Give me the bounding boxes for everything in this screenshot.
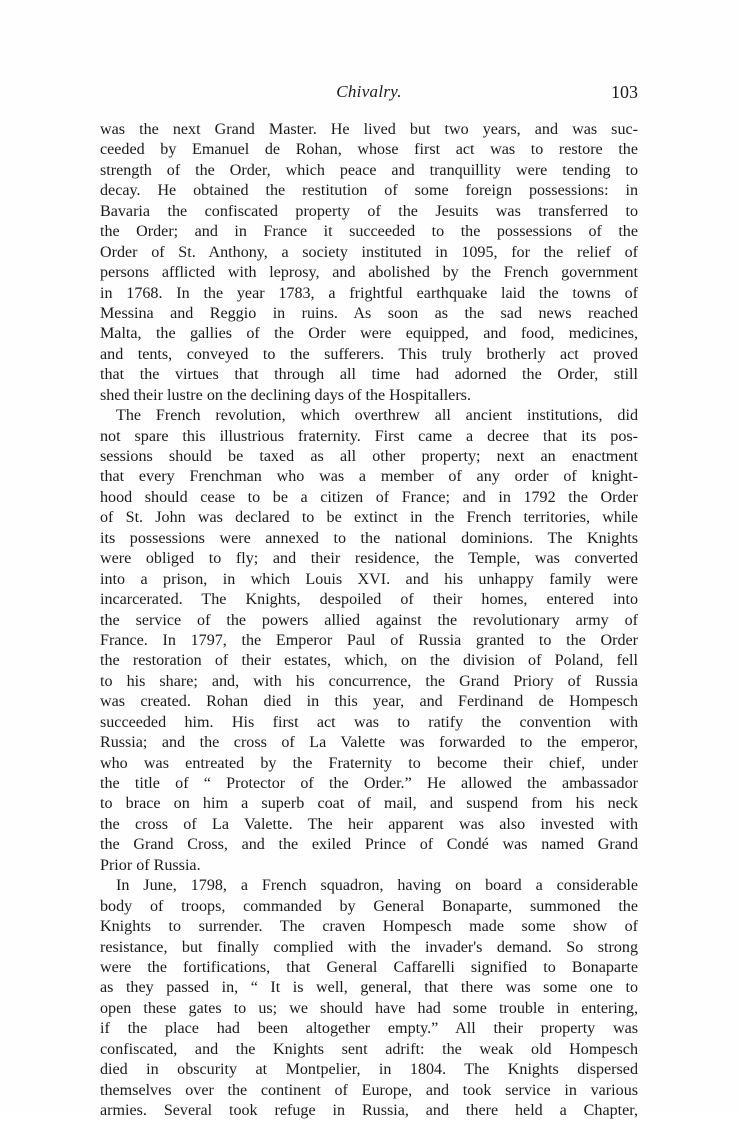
text-line: The French revolution, which overthrew all ancient institutions, did (116, 407, 638, 425)
text-line: armies. Several took refuge in Russia, and there held a Chapter, (100, 1102, 638, 1119)
text-line: to his share; and, with his concurrence, the Grand Priory of Russia (100, 672, 638, 690)
text-line: sessions should be taxed as all other property; next an enactment (100, 448, 638, 465)
text-line: the service of the powers allied against the revolutionary army of (100, 611, 638, 629)
running-head (100, 82, 638, 108)
text-line: France. In 1797, the Emperor Paul of Russia granted to the Order (100, 631, 638, 649)
text-line: if the place had been altogether empty.” All their property was (100, 1020, 638, 1038)
text-line: the cross of La Valette. The heir apparent was also invested with (100, 815, 638, 833)
text-line: not spare this illustrious fraternity. First came a decree that its pos- (100, 427, 638, 445)
text-line: its possessions were annexed to the national dominions. The Knights (100, 529, 638, 547)
text-line: themselves over the continent of Europe, and took service in various (100, 1081, 638, 1099)
text-line: the title of “ Protector of the Order.” He allowed the ambassador (100, 775, 638, 792)
text-line: incarcerated. The Knights, despoiled of their homes, entered into (100, 591, 638, 609)
text-line: in 1768. In the year 1783, a frightful earthquake laid the towns of (100, 284, 638, 302)
text-line: the restoration of their estates, which, on the division of Poland, fell (100, 652, 638, 670)
text-line: decay. He obtained the restitution of some foreign possessions: in (100, 182, 638, 200)
text-line: to brace on him a superb coat of mail, and suspend from his neck (100, 795, 638, 813)
text-line: Russia; and the cross of La Valette was forwarded to the emperor, (100, 734, 638, 752)
paragraph-revolution (100, 406, 638, 876)
text-line: that every Frenchman who was a member of any order of knight- (100, 468, 638, 486)
text-line: hood should cease to be a citizen of France; and in 1792 the Order (100, 488, 638, 506)
page-number: 103 (611, 82, 638, 102)
text-line: the Grand Cross, and the exiled Prince of Condé was named Grand (100, 836, 638, 854)
text-line: and tents, conveyed to the sufferers. This truly brotherly act proved (100, 345, 638, 363)
paragraph-earthquake (100, 120, 638, 406)
text-line: was created. Rohan died in this year, and Ferdinand de Hompesch (100, 693, 638, 711)
paragraph-surrender (100, 876, 638, 1121)
text-line: of St. John was declared to be extinct in the French territories, while (100, 509, 638, 527)
text-line: Messina and Reggio in ruins. As soon as the sad news reached (100, 304, 638, 322)
text-line: succeeded him. His first act was to ratify the convention with (100, 713, 638, 731)
text-line: were obliged to fly; and their residence, the Temple, was converted (100, 550, 638, 568)
text-line: Order of St. Anthony, a society instituted in 1095, for the relief of (100, 243, 638, 261)
text-line: were the fortifications, that General Caffarelli signified to Bonaparte (100, 958, 638, 976)
text-line: open these gates to us; we should have had some trouble in entering, (100, 999, 638, 1017)
text-line: Prior of Russia. (100, 856, 201, 874)
text-line: shed their lustre on the declining days of the Hospitallers. (100, 386, 471, 404)
text-line: was the next Grand Master. He lived but two years, and was suc- (100, 121, 638, 138)
text-line: body of troops, commanded by General Bonaparte, summoned the (100, 897, 638, 915)
text-line: persons afflicted with leprosy, and abolished by the French government (100, 264, 638, 282)
body-text (100, 120, 638, 1121)
running-title: Chivalry. (336, 82, 402, 101)
text-line: resistance, but finally complied with the invader's demand. So strong (100, 938, 638, 956)
text-line: who was entreated by the Fraternity to become their chief, under (100, 754, 638, 772)
text-line: into a prison, in which Louis XVI. and his unhappy family were (100, 570, 638, 588)
text-line: strength of the Order, which peace and tranquillity were tending to (100, 161, 638, 179)
text-line: Malta, the gallies of the Order were equipped, and food, medicines, (100, 325, 638, 343)
text-line: confiscated, and the Knights sent adrift: the weak old Hompesch (100, 1040, 638, 1058)
text-line: Bavaria the confiscated property of the Jesuits was transferred to (100, 202, 638, 220)
text-line: as they passed in, “ It is well, general, that there was some one to (100, 979, 638, 997)
text-line: the Order; and in France it succeeded to the possessions of the (100, 223, 638, 241)
text-line: died in obscurity at Montpelier, in 1804. The Knights dispersed (100, 1061, 638, 1079)
text-line: ceeded by Emanuel de Rohan, whose first act was to restore the (100, 141, 638, 159)
text-line: Knights to surrender. The craven Hompesch made some show of (100, 918, 638, 936)
text-line: that the virtues that through all time had adorned the Order, still (100, 366, 638, 384)
text-line: In June, 1798, a French squadron, having on board a considerable (116, 877, 638, 895)
